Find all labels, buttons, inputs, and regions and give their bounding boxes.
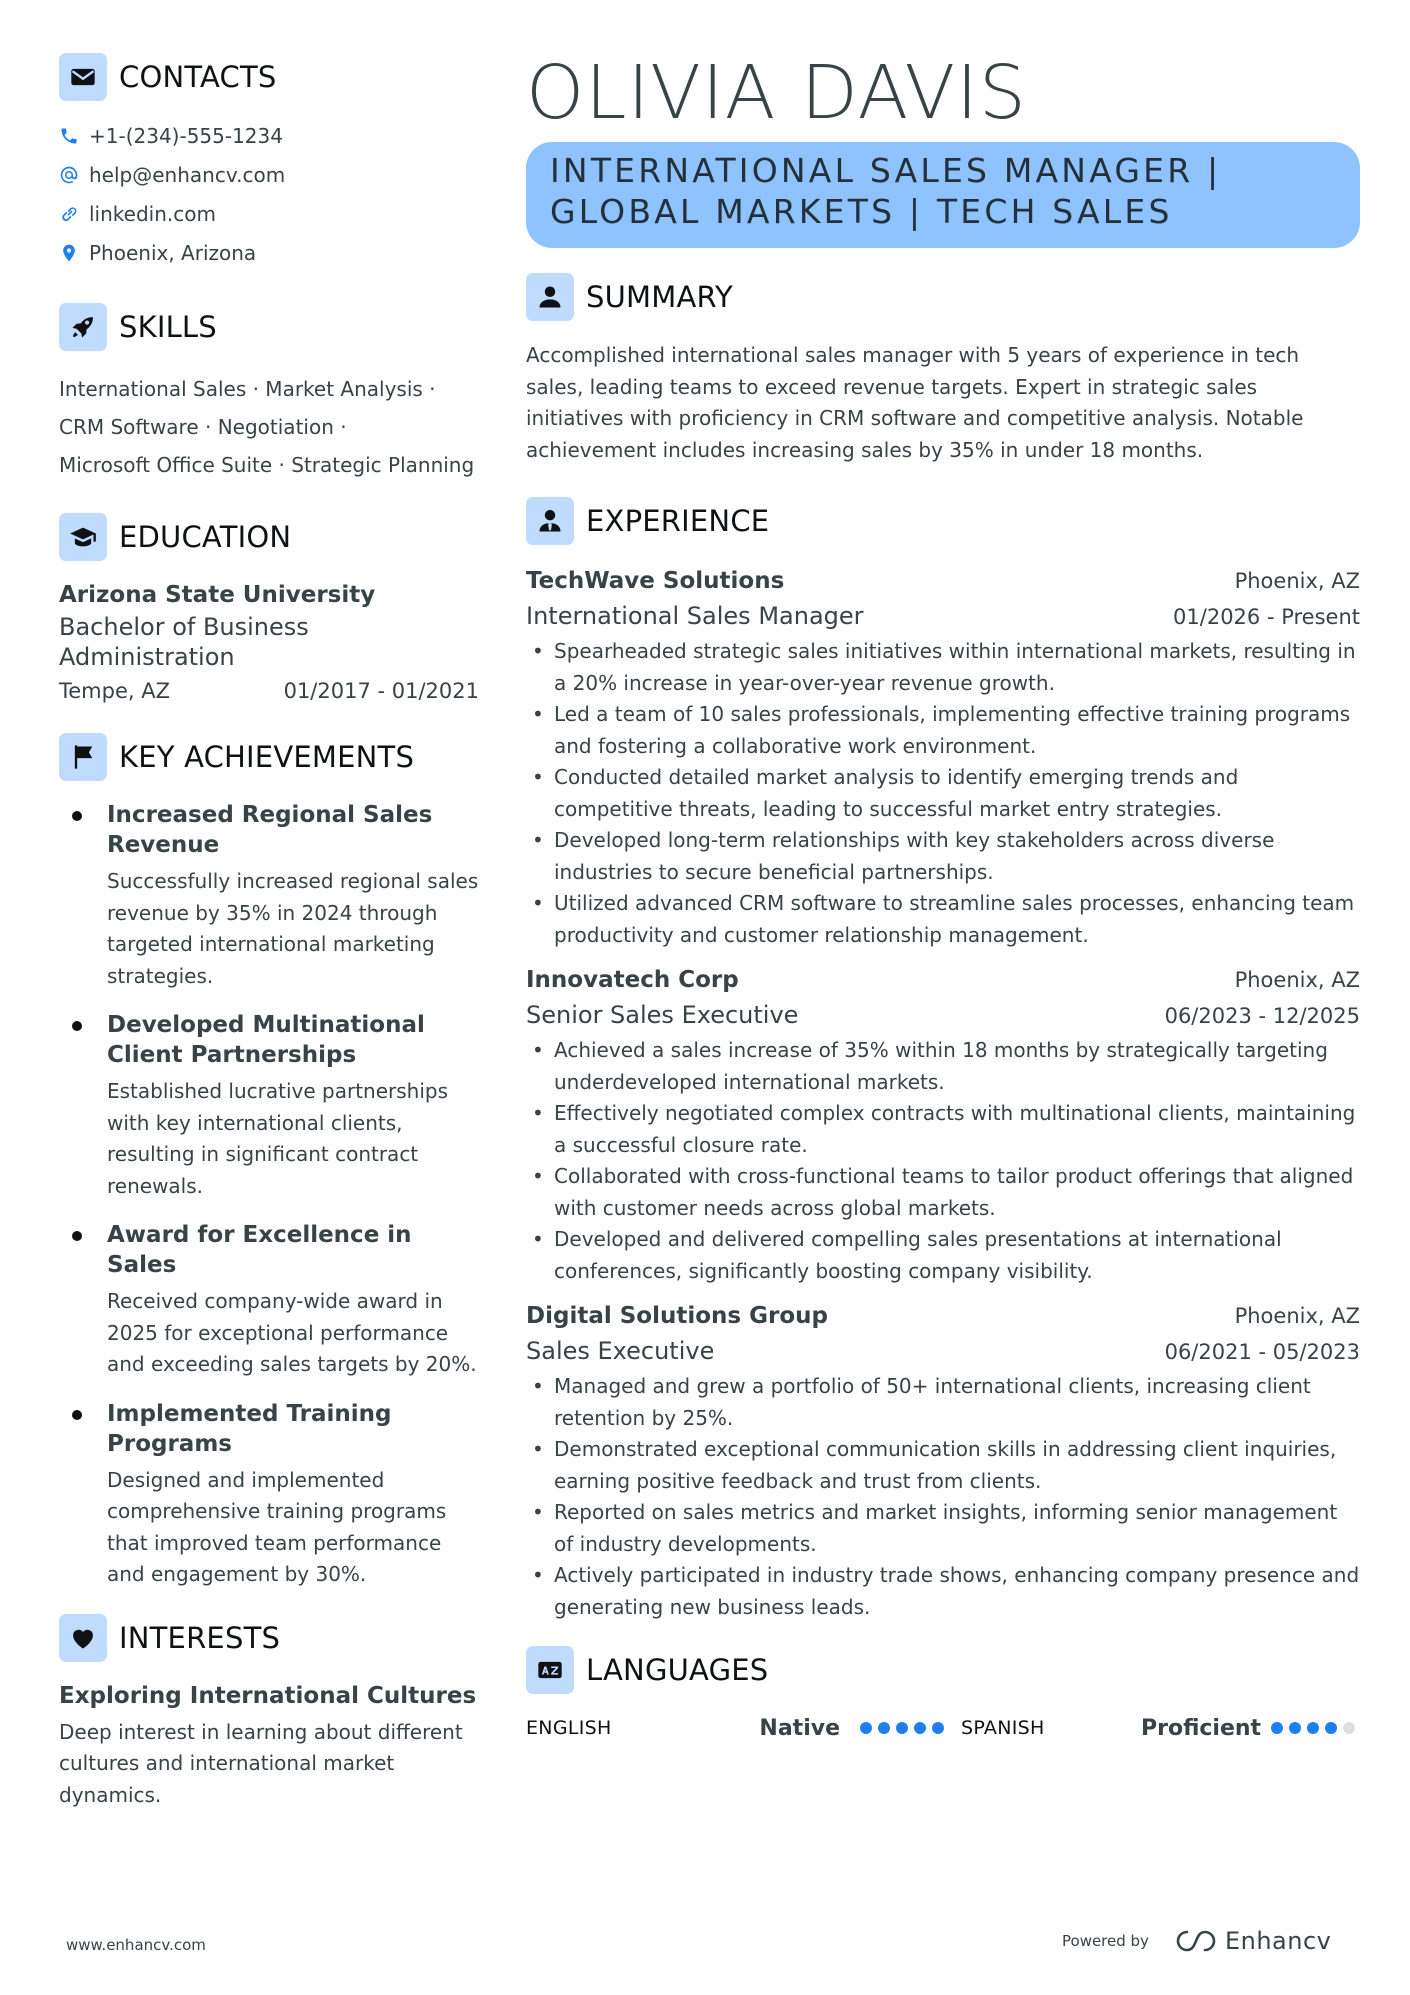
link-icon [59,204,89,224]
job-role: Senior Sales Executive [526,1001,799,1029]
translate-icon [526,1646,574,1694]
languages-header [526,1645,1360,1695]
job-company: Digital Solutions Group [526,1303,828,1329]
envelope-icon [59,53,107,101]
list-item: • Collaborated with cross-functional teams to tailor product offerings that aligned with customer needs across global markets. [526,1161,1360,1224]
section-title: CONTACTS [119,60,277,94]
contact-location [59,233,479,272]
phone-icon [59,126,89,146]
achievement-title: Developed Multinational Client Partnerships [107,1012,425,1068]
school-name: Arizona State University [59,582,376,608]
job-header [526,1299,1360,1333]
degree-name: Bachelor of Business Administration [59,613,309,671]
rocket-icon [59,303,107,351]
headline-line: GLOBAL MARKETS | TECH SALES [550,192,1173,231]
list-item [59,1010,479,1202]
achievements-header [59,732,479,782]
flag-icon [59,733,107,781]
list-item: • Effectively negotiated complex contracts with multinational clients, maintaining a successful closure rate. [526,1098,1360,1161]
left-column [59,52,479,1811]
job-subheader [526,1333,1360,1369]
job-location: Phoenix, AZ [1234,968,1360,992]
education-meta [59,676,479,706]
language-name: SPANISH [961,1717,1045,1739]
section-title: KEY ACHIEVEMENTS [119,740,415,774]
proficiency-dots [1271,1722,1355,1734]
section-title: EXPERIENCE [586,504,770,538]
job-subheader [526,598,1360,634]
powered-by-text: Powered by [1062,1932,1149,1950]
summary-header [526,272,1360,322]
list-item: • Reported on sales metrics and market insights, informing senior management of industry developments. [526,1497,1360,1560]
footer-branding [1062,1926,1331,1956]
list-item: • Spearheaded strategic sales initiatives within international markets, resulting in a 20% increase in year-over-year revenue growth. [526,636,1360,699]
contact-phone[interactable] [59,116,479,155]
heart-icon [59,1614,107,1662]
list-item: • Utilized advanced CRM software to streamline sales processes, enhancing team productivity and customer relationship management. [526,888,1360,951]
job-entry [526,963,1360,1287]
languages-list [526,1713,1360,1743]
language-item [961,1716,1360,1741]
location-pin-icon [59,243,89,263]
achievements-list [59,800,479,1591]
skills-line: CRM Software · Negotiation · [59,415,347,439]
contact-linkedin[interactable] [59,194,479,233]
job-role: Sales Executive [526,1337,715,1365]
enhancv-logo-icon [1173,1926,1219,1956]
section-title: SKILLS [119,310,217,344]
job-entry [526,564,1360,951]
dot-filled [1307,1722,1319,1734]
achievement-desc: Designed and implemented comprehensive training programs that improved team performance and engagement by 30%. [107,1467,447,1586]
headline-line: INTERNATIONAL SALES MANAGER | [550,151,1222,190]
section-title: LANGUAGES [586,1653,769,1687]
education-entry [59,580,479,706]
list-item [59,1399,479,1591]
job-role: International Sales Manager [526,602,864,630]
phone-text: +1-(234)-555-1234 [89,123,283,148]
interest-title: Exploring International Cultures [59,1682,477,1709]
job-header [526,564,1360,598]
user-tie-icon [526,497,574,545]
list-item: • Conducted detailed market analysis to identify emerging trends and competitive threats, leading to successful market entry strategies. [526,762,1360,825]
location-text: Phoenix, Arizona [89,240,257,265]
job-subheader [526,997,1360,1033]
job-location: Phoenix, AZ [1234,569,1360,593]
dot-filled [1289,1722,1301,1734]
list-item: • Developed long-term relationships with key stakeholders across diverse industries to secure beneficial partnerships. [526,825,1360,888]
skills-line: Microsoft Office Suite · Strategic Planning [59,453,475,477]
contacts-list [59,116,479,272]
user-icon [526,273,574,321]
achievement-title: Implemented Training Programs [107,1400,392,1457]
dot-filled [914,1722,926,1734]
experience-header [526,496,1360,546]
job-bullets [526,1035,1360,1287]
footer-website[interactable]: www.enhancv.com [66,1936,206,1954]
list-item: • Led a team of 10 sales professionals, implementing effective training programs and fostering a collaborative work environment. [526,699,1360,762]
dot-filled [1325,1722,1337,1734]
list-item: • Demonstrated exceptional communication skills in addressing client inquiries, earning positive feedback and trust from clients. [526,1434,1360,1497]
job-bullets [526,1371,1360,1623]
list-item: • Developed and delivered compelling sales presentations at international conferences, significantly boosting company visibility. [526,1224,1360,1287]
achievement-desc: Established lucrative partnerships with key international clients, resulting in significant contract renewals. [107,1079,449,1198]
dot-filled [860,1722,872,1734]
list-item [59,800,479,992]
job-dates: 01/2026 - Present [1173,605,1360,629]
brand-name: Enhancv [1224,1927,1332,1955]
email-text: help@enhancv.com [89,162,286,187]
language-item [526,1716,961,1741]
list-item: • Achieved a sales increase of 35% within 18 months by strategically targeting underdeveloped international markets. [526,1035,1360,1098]
skills-header [59,302,479,352]
language-level: Native [759,1715,840,1741]
bullet-icon [72,1231,82,1241]
achievement-desc: Successfully increased regional sales revenue by 35% in 2024 through targeted international marketing strategies. [107,869,479,988]
skills-list [59,370,479,484]
job-dates: 06/2021 - 05/2023 [1164,1340,1360,1364]
language-level: Proficient [1141,1715,1262,1741]
dot-empty [1343,1722,1355,1734]
interest-desc: Deep interest in learning about different cultures and international market dynamics. [59,1719,463,1807]
bullet-icon [72,1410,82,1420]
right-column [526,48,1360,1743]
education-location: Tempe, AZ [59,679,170,703]
job-entry [526,1299,1360,1623]
dot-filled [878,1722,890,1734]
graduation-cap-icon [59,513,107,561]
section-title: SUMMARY [586,280,733,314]
contact-email[interactable] [59,155,479,194]
section-title: EDUCATION [119,520,292,554]
section-title: INTERESTS [119,1620,281,1655]
job-header [526,963,1360,997]
bullet-icon [72,1021,82,1031]
headline-box [526,142,1360,248]
list-item: • Managed and grew a portfolio of 50+ international clients, increasing client retention by 25%. [526,1371,1360,1434]
at-icon [59,165,89,185]
achievement-title: Increased Regional Sales Revenue [107,802,433,858]
education-header [59,512,479,562]
interest-entry [59,1681,479,1812]
job-company: Innovatech Corp [526,967,739,993]
summary-text: Accomplished international sales manager with 5 years of experience in tech sales, leading teams to exceed revenue targets. Expert in strategic sales initiatives with proficiency in CRM software and competitive analysis. Notable achievement includes increasing sales by 35% in under 18 months. [526,343,1304,462]
job-dates: 06/2023 - 12/2025 [1164,1004,1360,1028]
contacts-header [59,52,479,102]
dot-filled [932,1722,944,1734]
interests-header [59,1613,479,1663]
list-item: • Actively participated in industry trade shows, enhancing company presence and generating new business leads. [526,1560,1360,1623]
achievement-title: Award for Excellence in Sales [107,1222,412,1278]
linkedin-text: linkedin.com [89,201,216,226]
skills-line: International Sales · Market Analysis · [59,377,436,401]
job-company: TechWave Solutions [526,568,785,594]
achievement-desc: Received company-wide award in 2025 for exceptional performance and exceeding sales targets by 20%. [107,1289,477,1376]
proficiency-dots [860,1722,944,1734]
job-location: Phoenix, AZ [1234,1304,1360,1328]
dot-filled [1271,1722,1283,1734]
education-dates: 01/2017 - 01/2021 [283,679,479,703]
job-bullets [526,636,1360,951]
dot-filled [896,1722,908,1734]
candidate-name: OLIVIA DAVIS [526,50,1027,136]
bullet-icon [72,811,82,821]
list-item [59,1220,479,1381]
language-name: ENGLISH [526,1717,612,1739]
